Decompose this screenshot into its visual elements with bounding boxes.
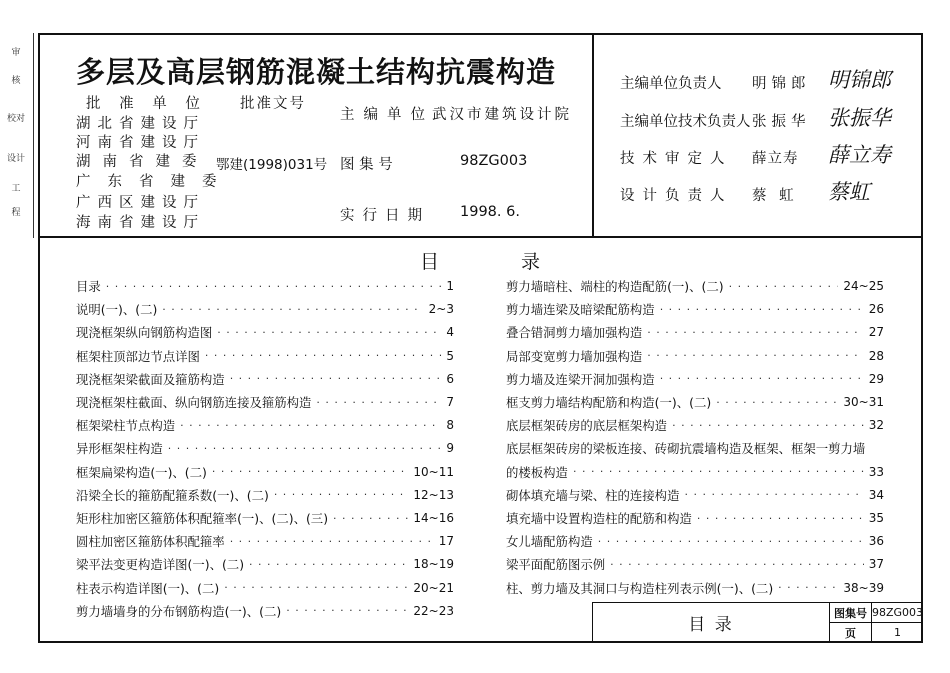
title-block-atlas-value: 98ZG003: [871, 606, 924, 619]
toc-entry-title: 剪力墙连梁及暗梁配筋构造: [506, 302, 655, 318]
responsible-role: 主编单位负责人: [620, 76, 722, 92]
toc-entry-title: 梁平面配筋图示例: [506, 557, 606, 573]
toc-leader-dots: [598, 535, 864, 548]
approval-unit: 湖北省建设厅: [76, 116, 205, 132]
toc-entry-title: 叠合错洞剪力墙加强构造: [506, 325, 643, 341]
toc-entry: [506, 462, 884, 482]
toc-entry: [506, 508, 884, 528]
margin-strip: [0, 33, 34, 238]
toc-entry: [76, 485, 454, 505]
toc-entry-title: 的楼板构造: [506, 464, 568, 480]
toc-entry: [76, 554, 454, 574]
toc-leader-dots: [106, 280, 442, 293]
signature: 张振华: [828, 106, 891, 130]
approval-unit: 海南省建设厅: [76, 215, 205, 231]
toc-entry-title: 局部变宽剪力墙加强构造: [506, 348, 643, 364]
toc-entry-page: 10~11: [413, 464, 454, 479]
toc-entry-page: 38~39: [843, 580, 884, 595]
toc-leader-dots: [684, 488, 863, 501]
approval-unit: 河南省建设厅: [76, 135, 205, 151]
approval-doc-label: 批准文号: [240, 96, 306, 112]
toc-entry: [506, 415, 884, 435]
toc-leader-dots: [647, 349, 863, 362]
toc-entry-title: 填充墙中设置构造柱的配筋和构造: [506, 511, 692, 526]
responsible-role: 主编单位技术负责人: [620, 114, 751, 130]
title-block-page-label: 页: [845, 626, 856, 640]
toc-entry: [506, 554, 884, 574]
approval-unit-label: 批 准 单 位: [86, 96, 207, 112]
margin-cell: 设计: [6, 154, 25, 164]
toc-leader-dots: [610, 558, 864, 571]
effective-date-value: 1998. 6.: [460, 204, 520, 220]
header-vertical-divider: [592, 33, 594, 237]
responsible-name: 张振华: [752, 114, 811, 130]
toc-entry-title: 说明(一)、(二): [76, 302, 158, 318]
toc-entry-page: 7: [446, 395, 454, 409]
toc-entry-title: 底层框架砖房的梁板连接、砖砌抗震墙构造及框架、框架一剪力墙: [506, 441, 866, 457]
toc-leader-dots: [316, 396, 441, 409]
responsible-name: 薛立寿: [752, 151, 799, 167]
approval-unit: 广西区建设厅: [76, 195, 205, 211]
approval-unit: 广东省建委: [76, 174, 234, 190]
toc-entry-page: 32: [868, 418, 884, 433]
toc-leader-dots: [716, 396, 838, 409]
toc-leader-dots: [660, 303, 864, 316]
responsible-role: 技术审定人: [620, 151, 733, 167]
responsible-name: 明锦郎: [752, 76, 811, 92]
toc-leader-dots: [672, 419, 864, 432]
margin-cell: 校对: [6, 114, 25, 124]
toc-leader-dots: [212, 465, 409, 478]
toc-entry: [76, 601, 454, 621]
toc-entry-title: 现浇框架纵向钢筋构造图: [76, 325, 213, 341]
page-title: 多层及高层钢筋混凝土结构抗震构造: [76, 55, 557, 89]
effective-date-label: 实行日期: [340, 208, 430, 224]
toc-leader-dots: [697, 512, 864, 525]
margin-cell: 工: [11, 184, 21, 194]
toc-entry: [76, 276, 454, 296]
toc-heading-right: 录: [521, 251, 541, 273]
toc-leader-dots: [230, 535, 434, 548]
toc-entry-title: 现浇框架柱截面、纵向钢筋连接及箍筋构造: [76, 395, 312, 410]
toc-entry-page: 35: [868, 511, 884, 525]
toc-entry-page: 9: [446, 441, 454, 456]
toc-entry: [76, 369, 454, 389]
toc-entry-title: 沿梁全长的箍筋配箍系数(一)、(二): [76, 487, 269, 503]
toc-entry-page: 8: [446, 418, 454, 433]
signature: 蔡虹: [828, 180, 870, 204]
toc-leader-dots: [162, 303, 423, 316]
toc-entry-page: 34: [868, 487, 884, 502]
toc-leader-dots: [778, 581, 838, 594]
toc-entry: [76, 392, 454, 412]
toc-entry: [506, 578, 884, 598]
toc-entry-page: 37: [868, 557, 884, 572]
toc-leader-dots: [660, 372, 864, 385]
toc-entry-title: 砌体填充墙与梁、柱的连接构造: [506, 487, 680, 503]
toc-entry-title: 梁平法变更构造详图(一)、(二): [76, 557, 245, 573]
toc-entry: [506, 322, 884, 342]
toc-leader-dots: [333, 512, 408, 525]
toc-entry-page: 22~23: [413, 603, 454, 618]
approval-unit: 湖南省建委: [76, 154, 209, 170]
toc-entry-page: 28: [868, 348, 884, 363]
toc-entry-page: 18~19: [413, 557, 454, 572]
toc-entry: [76, 438, 454, 458]
toc-entry-title: 框架梁柱节点构造: [76, 418, 176, 434]
atlas-no-label: 图 集 号: [340, 157, 393, 173]
editor-unit-label: 主编单位: [340, 107, 434, 123]
toc-entry: [76, 462, 454, 482]
margin-cell: 程: [11, 208, 21, 218]
toc-entry-page: 29: [868, 371, 884, 386]
toc-entry-title: 异形框架柱构造: [76, 441, 163, 457]
header-divider: [38, 236, 923, 238]
title-block-atlas-label: 图集号: [834, 606, 867, 620]
toc-entry: [506, 299, 884, 319]
toc-entry-page: 6: [446, 371, 454, 386]
toc-leader-dots: [274, 488, 409, 501]
atlas-no-value: 98ZG003: [460, 153, 528, 169]
toc-entry-title: 现浇框架梁截面及箍筋构造: [76, 371, 225, 387]
toc-entry: [76, 346, 454, 366]
toc-entry-page: 36: [868, 534, 884, 549]
toc-entry: [76, 508, 454, 528]
toc-leader-dots: [729, 280, 839, 293]
toc-leader-dots: [180, 419, 441, 432]
toc-entry-page: 4: [446, 325, 454, 340]
toc-leader-dots: [217, 326, 441, 339]
editor-unit-value: 武汉市建筑设计院: [432, 107, 572, 123]
toc-entry-page: 12~13: [413, 487, 454, 502]
toc-entry-page: 17: [438, 534, 454, 549]
toc-entry-page: 2~3: [428, 302, 454, 317]
toc-entry: [76, 415, 454, 435]
toc-heading-left: 目: [420, 251, 440, 273]
toc-entry-title: 剪力墙及连梁开洞加强构造: [506, 371, 655, 387]
toc-entry-title: 框支剪力墙结构配筋和构造(一)、(二): [506, 395, 712, 410]
toc-entry-page: 30~31: [843, 395, 884, 409]
toc-leader-dots: [205, 349, 441, 362]
toc-entry: [76, 578, 454, 598]
toc-entry-title: 框架扁梁构造(一)、(二): [76, 464, 207, 480]
toc-entry: [76, 299, 454, 319]
toc-entry-page: 14~16: [413, 511, 454, 525]
toc-leader-dots: [249, 558, 408, 571]
responsible-role: 设计负责人: [620, 188, 733, 204]
toc-entry-title: 剪力墙墙身的分布钢筋构造(一)、(二): [76, 603, 282, 619]
signature: 明锦郎: [828, 68, 891, 92]
toc-leader-dots: [224, 581, 408, 594]
toc-entry-page: 27: [868, 325, 884, 340]
toc-entry: [506, 346, 884, 366]
toc-entry: [506, 485, 884, 505]
toc-entry: [506, 369, 884, 389]
toc-entry: [506, 392, 884, 412]
margin-cell: 审: [11, 48, 21, 58]
toc-leader-dots: [573, 465, 864, 478]
title-block-page-value: 1: [894, 626, 901, 639]
margin-cell: 核: [11, 76, 21, 86]
toc-entry-page: 1: [446, 279, 454, 293]
toc-entry-title: 框架柱顶部边节点详图: [76, 348, 200, 364]
toc-entry-title: 女儿墙配筋构造: [506, 534, 593, 550]
responsible-name: 蔡 虹: [752, 188, 798, 204]
toc-leader-dots: [286, 604, 408, 617]
title-block-name: 目 录: [688, 615, 734, 635]
toc-entry-title: 圆柱加密区箍筋体积配箍率: [76, 534, 225, 550]
approval-doc-value: 鄂建(1998)031号: [216, 157, 328, 173]
toc-entry-title: 柱、剪力墙及其洞口与构造柱列表示例(一)、(二): [506, 580, 774, 596]
toc-entry-page: 24~25: [843, 279, 884, 293]
toc-entry-page: 5: [446, 348, 454, 363]
toc-entry-title: 目录: [76, 279, 101, 294]
toc-entry: [506, 438, 884, 458]
toc-entry: [76, 322, 454, 342]
toc-entry-title: 剪力墙暗柱、端柱的构造配筋(一)、(二): [506, 279, 724, 294]
toc-entry-page: 26: [868, 302, 884, 317]
toc-entry-title: 底层框架砖房的底层框架构造: [506, 418, 668, 434]
toc-leader-dots: [230, 372, 442, 385]
signature: 薛立寿: [828, 143, 891, 167]
toc-entry: [76, 531, 454, 551]
toc-entry-title: 矩形柱加密区箍筋体积配箍率(一)、(二)、(三): [76, 511, 329, 526]
toc-entry-title: 柱表示构造详图(一)、(二): [76, 580, 220, 596]
toc-leader-dots: [647, 326, 863, 339]
toc-leader-dots: [168, 442, 442, 455]
toc-entry-page: 20~21: [413, 580, 454, 595]
toc-entry: [506, 276, 884, 296]
toc-entry: [506, 531, 884, 551]
toc-entry-page: 33: [868, 464, 884, 479]
